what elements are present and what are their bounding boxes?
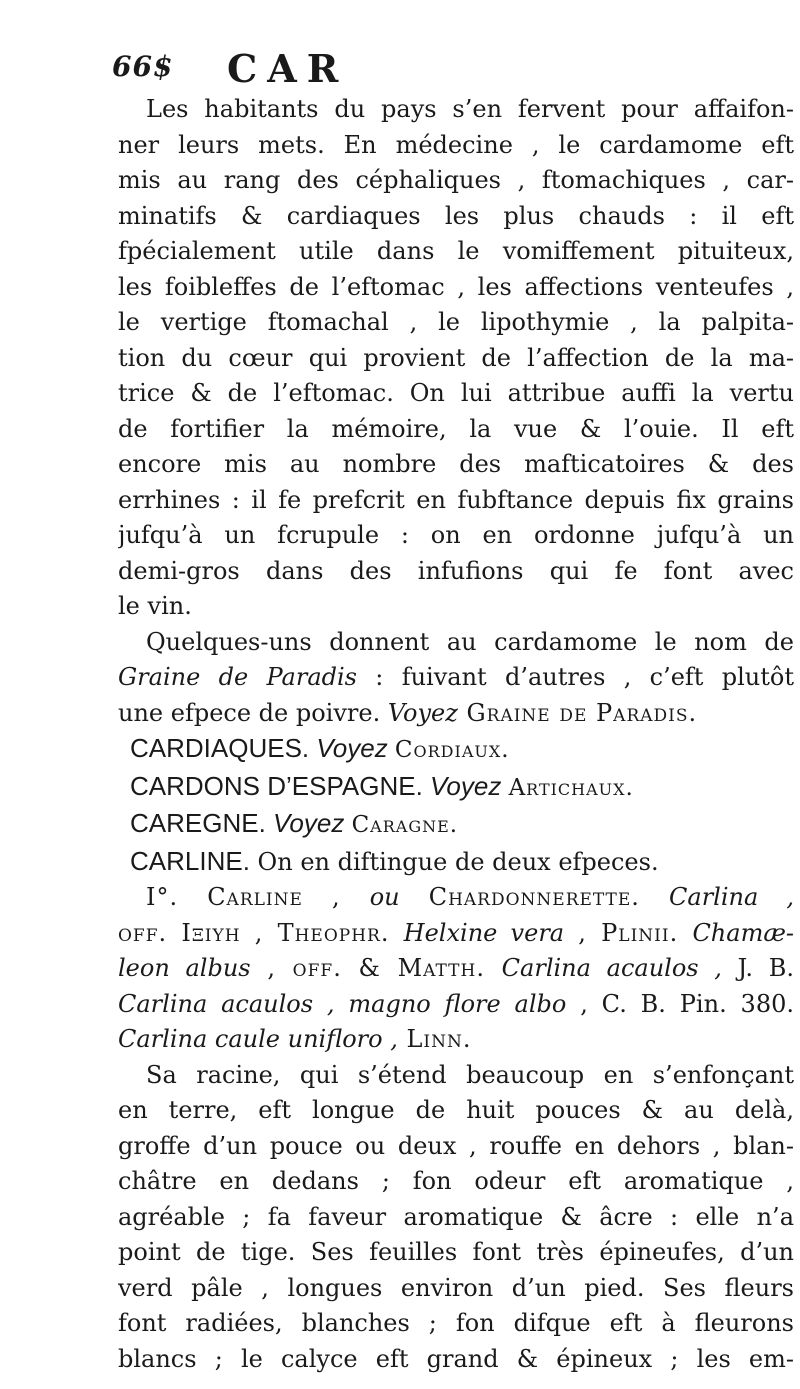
text-line: minatifs & cardiaques les plus chauds : il eft: [118, 201, 794, 230]
carline-synonymy: [118, 880, 794, 1058]
text-fragment: , off. & Matth.: [250, 954, 502, 982]
cross-reference: Artichaux.: [508, 774, 634, 801]
text-line: groffe d’un pouce ou deux , rouffe en dehors , blan-: [118, 1131, 794, 1160]
text-line: agréable ; fa faveur aromatique & âcre : elle n’a: [118, 1202, 794, 1231]
latin-name: Carlina acaulos , magno flore albo: [118, 989, 567, 1018]
entry-headword: CAREGNE.: [130, 808, 266, 838]
latin-name: Carlina caule unifloro ,: [118, 1025, 398, 1053]
latin-name: Chamæ-: [692, 918, 794, 947]
text-line: verd pâle , longues environ d’un pied. Ses fleurs: [118, 1273, 794, 1302]
text-line: Sa racine, qui s’étend beaucoup en s’enfonçant: [146, 1060, 794, 1089]
text-line: fpécialement utile dans le vomiffement pituiteux,: [118, 237, 794, 265]
cross-reference: Cordiaux.: [394, 737, 510, 763]
cross-reference: Graine de Paradis.: [457, 698, 698, 727]
text-line: [118, 660, 794, 696]
text-fragment: une efpece de poivre.: [118, 698, 388, 727]
paragraph-graine-de-paradis: [118, 625, 794, 732]
text-fragment: : fuivant d’autres , c’eft plutôt: [357, 663, 794, 691]
text-fragment: , C. B. Pin. 380.: [566, 989, 794, 1018]
text-fragment: I°. Carline ,: [146, 883, 370, 911]
page-number: 66$: [112, 50, 174, 83]
text-fragment: On en diftingue de deux efpeces.: [249, 847, 659, 876]
entry-cardiaques: [118, 731, 794, 769]
voyez-label: Voyez: [273, 808, 345, 838]
text-fragment: J. B.: [721, 954, 794, 982]
italic-term: Graine de Paradis: [118, 663, 357, 691]
page-header: [112, 46, 712, 91]
text-fragment: off. Ιξιυη , Theophr.: [118, 918, 404, 947]
latin-name: Helxine vera: [403, 918, 565, 947]
text-line: ner leurs mets. En médecine , le cardamome eft: [118, 130, 794, 159]
entry-caregne: [118, 806, 794, 844]
text-fragment: Linn.: [397, 1025, 472, 1053]
text-line: blancs ; le calyce eft grand & épineux ; les em-: [118, 1344, 794, 1373]
cross-reference: Caragne.: [351, 812, 459, 838]
text-line: [118, 987, 794, 1023]
text-line: le vin.: [118, 592, 192, 620]
paragraph-carline-description: [118, 1058, 794, 1378]
running-title: CAR: [227, 46, 349, 91]
text-line: les foibleffes de l’eftomac , les affections venteufes ,: [118, 272, 794, 301]
text-line: encore mis au nombre des mafticatoires & des: [118, 450, 794, 478]
paragraph-cardamome-uses: [118, 92, 794, 625]
entry-headword: CARDIAQUES.: [130, 733, 310, 763]
latin-name: Carlina acaulos ,: [501, 954, 722, 982]
text-line: [118, 880, 794, 916]
text-line: Les habitants du pays s’en fervent pour affaifon-: [146, 95, 794, 123]
text-line: demi-gros dans des infufions qui fe font avec: [118, 556, 794, 585]
latin-name: Carlina ,: [669, 883, 794, 911]
text-line: tion du cœur qui provient de l’affection de la ma-: [118, 343, 794, 372]
body-text: [118, 92, 794, 1377]
text-line: font radiées, blanches ; fon difque eft à fleurons: [118, 1309, 794, 1337]
entry-headword: CARDONS D’ESPAGNE.: [130, 770, 423, 801]
text-line: trice & de l’eftomac. On lui attribue auffi la vertu: [118, 379, 794, 407]
text-fragment: ou: [369, 883, 400, 911]
text-fragment: Chardonnerette.: [399, 883, 670, 911]
text-line: Quelques-uns donnent au cardamome le nom de: [146, 627, 794, 656]
text-line: [118, 696, 794, 732]
entry-carline: [118, 844, 794, 881]
text-fragment: , Plinii.: [564, 918, 693, 947]
text-line: mis au rang des céphaliques , ftomachiques , car-: [118, 166, 794, 194]
text-line: [118, 1022, 794, 1058]
voyez-label: Voyez: [430, 770, 502, 801]
text-line: le vertige ftomachal , le lipothymie , la palpita-: [118, 308, 794, 336]
latin-name: leon albus: [118, 954, 251, 982]
text-line: châtre en dedans ; fon odeur eft aromatique ,: [118, 1167, 794, 1195]
voyez-label: Voyez: [316, 733, 388, 763]
text-line: point de tige. Ses feuilles font très épineufes, d’un: [118, 1238, 794, 1266]
text-line: [118, 951, 794, 987]
text-line: jufqu’à un fcrupule : on en ordonne jufqu’à un: [118, 521, 794, 549]
text-line: [118, 916, 794, 952]
text-line: en terre, eft longue de huit pouces & au delà,: [118, 1096, 794, 1124]
text-line: de fortifier la mémoire, la vue & l’ouie. Il eft: [118, 414, 794, 443]
voyez-label: Voyez: [387, 698, 458, 727]
entry-headword: CARLINE.: [130, 845, 250, 876]
text-line: errhines : il fe prefcrit en fubftance depuis fix grains: [118, 485, 794, 514]
entry-cardons: [118, 769, 794, 807]
